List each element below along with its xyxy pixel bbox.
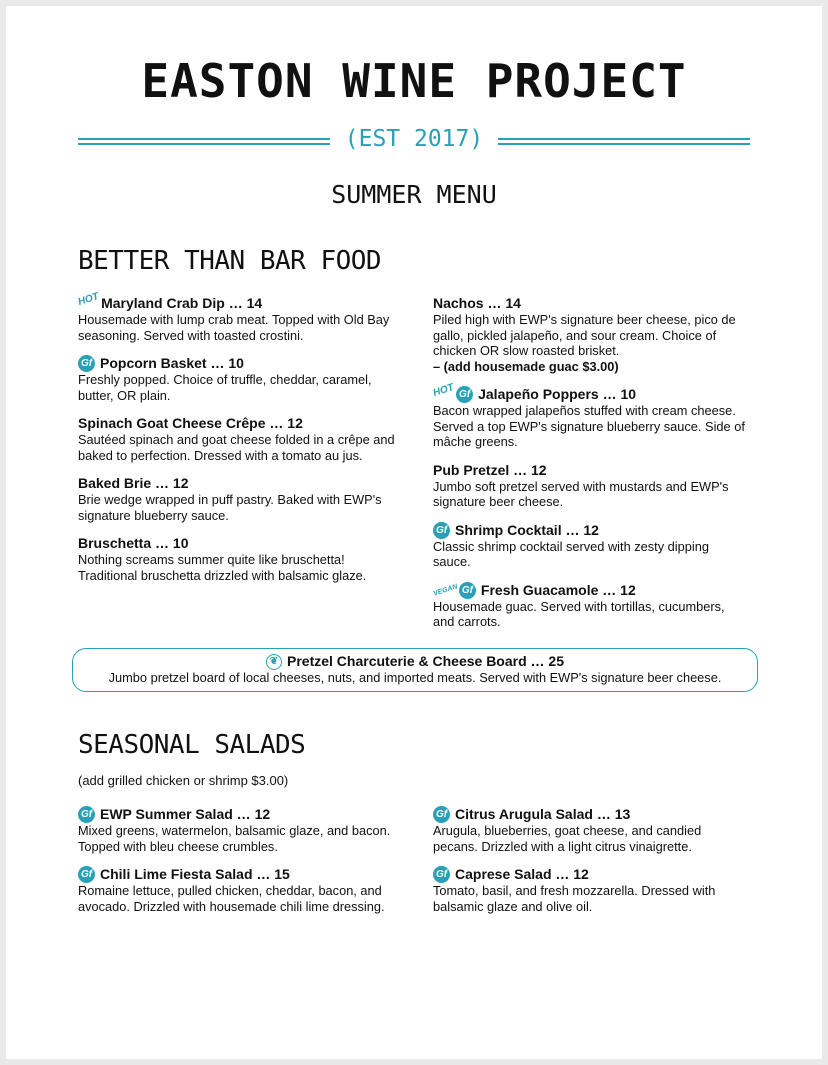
item-name: Spinach Goat Cheese Crêpe … 12 (78, 415, 303, 431)
restaurant-title: EASTON WINE PROJECT (141, 54, 687, 108)
bar-food-left-column (76, 291, 398, 595)
item-name: Jalapeño Poppers … 10 (478, 386, 637, 402)
item-name: Chili Lime Fiesta Salad … 15 (100, 866, 290, 882)
menu-item (78, 866, 398, 914)
item-name: Caprese Salad … 12 (455, 866, 589, 882)
item-description: Housemade guac. Served with tortillas, cucumbers, and carrots. (433, 598, 725, 629)
pretzel-icon: ❦ (266, 654, 282, 670)
item-description: Tomato, basil, and fresh mozzarella. Dressed with balsamic glaze and olive oil. (433, 883, 716, 914)
item-name: Maryland Crab Dip … 14 (101, 295, 263, 311)
hot-icon: HOT (76, 291, 101, 308)
item-description: Jumbo soft pretzel served with mustards and EWP's signature beer cheese. (433, 478, 729, 509)
item-description: Brie wedge wrapped in puff pastry. Baked with EWP's signature blueberry sauce. (78, 492, 382, 523)
item-addon: – (add housemade guac $3.00) (433, 358, 619, 374)
menu-item (433, 295, 749, 374)
item-description: Mixed greens, watermelon, balsamic glaze, and bacon. Topped with bleu cheese crumbles. (78, 823, 391, 854)
established-row (78, 126, 750, 156)
salad-addon-note: (add grilled chicken or shrimp $3.00) (78, 773, 289, 788)
menu-item (431, 382, 749, 450)
menu-item (433, 582, 749, 630)
divider-right (498, 138, 750, 145)
salads-right-column (433, 806, 749, 926)
item-name: Fresh Guacamole … 12 (480, 581, 636, 598)
vegan-icon: VEGAN (432, 582, 459, 598)
section-title-bar-food: BETTER THAN BAR FOOD (78, 246, 382, 276)
section-title-salads: SEASONAL SALADS (78, 730, 306, 760)
bar-food-right-column (433, 295, 749, 642)
menu-item (78, 806, 398, 854)
gluten-free-icon: Gf (433, 806, 450, 823)
menu-item (433, 462, 749, 510)
item-description: Arugula, blueberries, goat cheese, and candied pecans. Drizzled with a light citrus vinaigrette. (433, 823, 702, 854)
item-description: Jumbo pretzel board of local cheeses, nuts, and imported meats. Served with EWP's signature beer cheese. (108, 670, 722, 685)
gluten-free-icon: Gf (459, 582, 476, 599)
item-description: Housemade with lump crab meat. Topped with Old Bay seasoning. Served with toasted crostini. (78, 312, 390, 343)
item-name: Pretzel Charcuterie & Cheese Board … 25 (287, 653, 564, 669)
menu-item (433, 522, 749, 570)
item-description: Bacon wrapped jalapeños stuffed with cream cheese. Served a top EWP's signature blueberry sauce. Side of mâche greens. (433, 403, 745, 449)
item-description: Nothing screams summer quite like bruschetta! Traditional bruschetta drizzled with balsamic glaze. (78, 552, 367, 583)
menu-page (6, 6, 822, 1059)
item-name: Citrus Arugula Salad … 13 (455, 806, 631, 822)
menu-title: SUMMER MENU (331, 180, 497, 209)
item-description: Piled high with EWP's signature beer cheese, pico de gallo, pickled jalapeño, and sour cream. Choice of chicken OR slow roasted brisket. (433, 312, 736, 358)
established-label: (EST 2017) (344, 126, 484, 152)
item-name: Shrimp Cocktail … 12 (455, 521, 599, 538)
item-description: Sautéed spinach and goat cheese folded in a crêpe and baked to perfection. Dressed with a tomato au jus. (78, 432, 395, 463)
item-name: Pub Pretzel … 12 (433, 461, 547, 478)
item-description: Romaine lettuce, pulled chicken, cheddar, bacon, and avocado. Drizzled with housemade chili lime dressing. (78, 883, 385, 914)
menu-item (433, 806, 749, 854)
item-name: Baked Brie … 12 (78, 475, 189, 491)
featured-board-box (72, 648, 758, 692)
gluten-free-icon: Gf (78, 355, 95, 372)
menu-item (78, 535, 398, 583)
salads-left-column (78, 806, 398, 926)
gluten-free-icon: Gf (78, 866, 95, 883)
item-name: Bruschetta … 10 (78, 535, 189, 551)
item-description: Freshly popped. Choice of truffle, cheddar, caramel, butter, OR plain. (78, 372, 372, 403)
gluten-free-icon: Gf (456, 386, 473, 403)
gluten-free-icon: Gf (78, 806, 95, 823)
item-name: Popcorn Basket … 10 (100, 355, 244, 371)
gluten-free-icon: Gf (433, 866, 450, 883)
gluten-free-icon: Gf (433, 522, 450, 539)
item-description: Classic shrimp cocktail served with zesty dipping sauce. (433, 538, 709, 569)
menu-item (76, 291, 398, 343)
hot-icon: HOT (431, 382, 456, 399)
menu-item (78, 415, 398, 463)
menu-item (78, 355, 398, 403)
item-name: EWP Summer Salad … 12 (100, 806, 271, 822)
menu-item (433, 866, 749, 914)
item-name: Nachos … 14 (433, 295, 521, 311)
menu-item (78, 475, 398, 523)
